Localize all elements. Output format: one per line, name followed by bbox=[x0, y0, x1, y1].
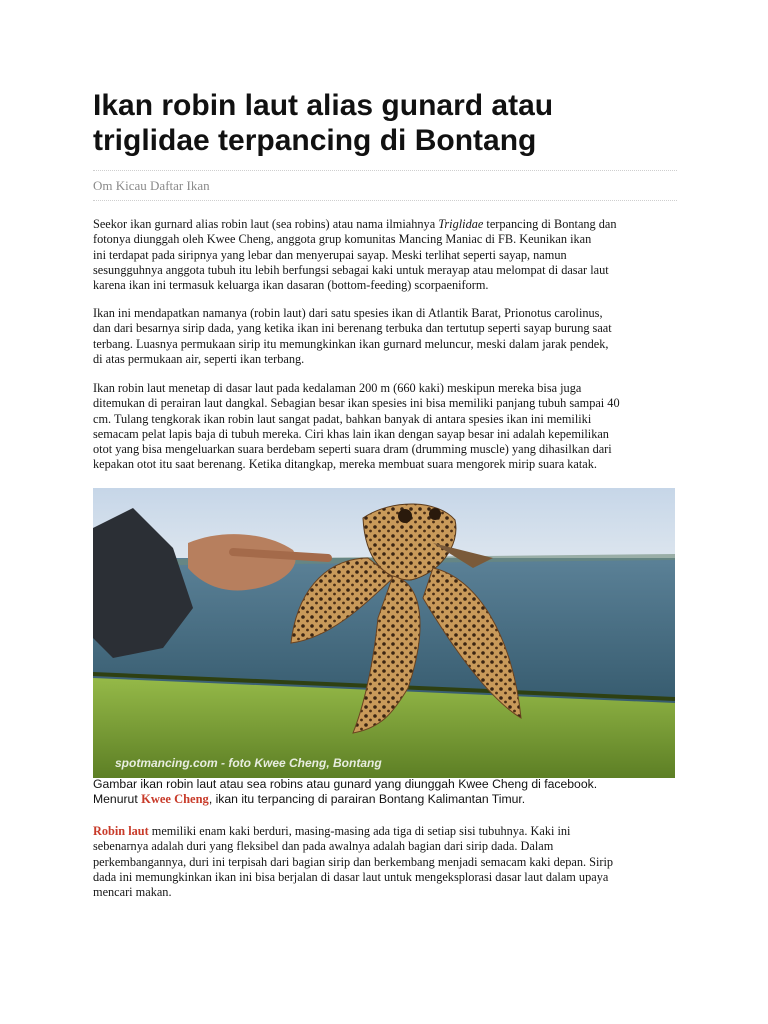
fish-photo-illustration bbox=[93, 488, 675, 778]
fish-photo bbox=[93, 488, 675, 778]
paragraph-1: Seekor ikan gurnard alias robin laut (sea robins) atau nama ilmiahnya Triglidae terpancing di Bontang dan fotonya diunggah oleh Kwee Cheng, anggota grup komunitas Mancing Maniac di FB. Keunikan ikan ini terdapat pada siripnya yang lebar dan menyerupai sayap. Meski terlihat seperti sayap, namun sesungguhnya anggota tubuh itu lebih berfungsi sebagai kaki untuk merayap atau melompat di dasar laut karena ikan ini termasuk keluarga ikan dasaran (bottom-feeding) scorpaeniform. bbox=[93, 217, 617, 293]
title-line: triglidae terpancing di Bontang bbox=[93, 124, 537, 157]
divider bbox=[93, 200, 677, 201]
photo-watermark: spotmancing.com - foto Kwee Cheng, Bontang bbox=[115, 756, 382, 770]
scientific-name: Triglidae bbox=[438, 217, 484, 231]
article-title bbox=[93, 88, 677, 158]
paragraph-3: Ikan robin laut menetap di dasar laut pada kedalaman 200 m (660 kaki) meskipun mereka bisa juga ditemukan di perairan laut dangkal. Sebagian besar ikan spesies ini bisa memiliki panjang tubuh sampai 40 cm. Tulang tengkorak ikan robin laut sangat padat, bahkan banyak di antara spesies ikan ini memiliki semacam pelat lapis baja di tubuh mereka. Ciri khas lain ikan dengan sayap besar ini adalah kepemilikan otot yang bisa mengeluarkan suara berdebam seperti suara dram (drumming muscle) yang dihasilkan dari kepakan otot itu saat berenang. Ketika ditangkap, mereka membuat suara mengorek mirip suara katak. bbox=[93, 381, 620, 472]
robin-laut-link[interactable]: Robin laut bbox=[93, 824, 149, 838]
paragraph-4: Robin laut memiliki enam kaki berduri, masing-masing ada tiga di setiap sisi tubuhnya. Kaki ini sebenarnya adalah duri yang fleksibel dan pada awalnya adalah bagian dari sirip dada. Dalam perkembangannya, duri ini terpisah dari bagian sirip dan berkembang menjadi semacam kaki depan. Sirip dada ini memungkinkan ikan ini bisa berjalan di dasar laut untuk mengeksplorasi dasar laut dalam upaya mencari makan. bbox=[93, 824, 614, 900]
photo-caption: Gambar ikan robin laut atau sea robins atau gunard yang diunggah Kwee Cheng di facebook. Menurut Kwee Cheng, ikan itu terpancing di parairan Bontang Kalimantan Timur. bbox=[93, 777, 598, 806]
paragraph-2: Ikan ini mendapatkan namanya (robin laut) dari satu spesies ikan di Atlantik Barat, Prionotus carolinus, dan dari besarnya sirip dada, yang ketika ikan ini berenang terbuka dan tertutup seperti sayap burung saat terbang. Luasnya permukaan sirip itu memungkinkan ikan gurnard meluncur, meski dalam jarak pendek, di atas permukaan air, seperti ikan terbang. bbox=[93, 306, 612, 366]
divider bbox=[93, 170, 677, 171]
author-link[interactable]: Kwee Cheng bbox=[141, 792, 209, 806]
title-line: Ikan robin laut alias gunard atau bbox=[93, 89, 554, 122]
byline: Om Kicau Daftar Ikan bbox=[93, 178, 210, 193]
